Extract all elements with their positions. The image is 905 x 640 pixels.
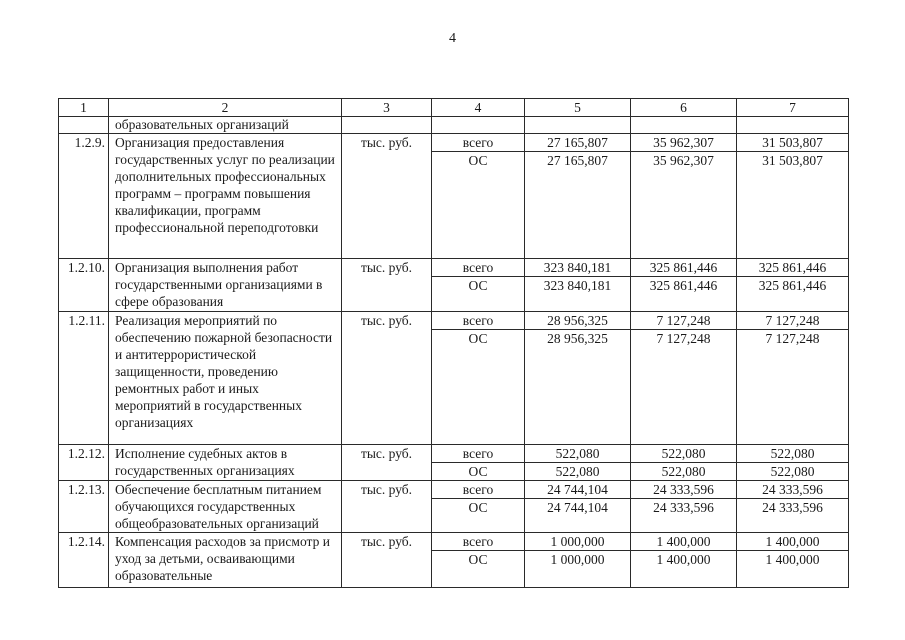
item-kind: ОС bbox=[432, 551, 525, 588]
budget-table bbox=[58, 98, 849, 588]
value-col6: 7 127,248 bbox=[631, 312, 737, 330]
value-col5: 28 956,325 bbox=[525, 312, 631, 330]
item-kind: всего bbox=[432, 134, 525, 152]
item-kind: всего bbox=[432, 445, 525, 463]
item-unit: тыс. руб. bbox=[342, 481, 432, 533]
value-col5: 1 000,000 bbox=[525, 533, 631, 551]
value-col5: 24 744,104 bbox=[525, 481, 631, 499]
header-cell: 5 bbox=[525, 99, 631, 117]
value-cell bbox=[631, 117, 737, 134]
header-row bbox=[59, 99, 849, 117]
value-col6: 522,080 bbox=[631, 463, 737, 481]
header-cell: 1 bbox=[59, 99, 109, 117]
value-col7: 1 400,000 bbox=[737, 551, 849, 588]
value-col7: 325 861,446 bbox=[737, 277, 849, 312]
item-name: Исполнение судебных актов в государственных организациях bbox=[109, 445, 342, 481]
item-name: Организация предоставления государственных услуг по реализации дополнительных профессиональных программ – программ повышения квалификации, программ профессиональной переподготовки bbox=[109, 134, 342, 259]
item-unit: тыс. руб. bbox=[342, 259, 432, 312]
item-kind: всего bbox=[432, 481, 525, 499]
item-kind: ОС bbox=[432, 330, 525, 445]
item-row bbox=[59, 445, 849, 463]
kind-cell bbox=[432, 117, 525, 134]
value-col5: 522,080 bbox=[525, 463, 631, 481]
value-col7: 7 127,248 bbox=[737, 330, 849, 445]
value-col6: 522,080 bbox=[631, 445, 737, 463]
value-col7: 522,080 bbox=[737, 445, 849, 463]
item-kind: ОС bbox=[432, 277, 525, 312]
unit-cell bbox=[342, 117, 432, 134]
value-col7: 24 333,596 bbox=[737, 499, 849, 533]
value-col7: 1 400,000 bbox=[737, 533, 849, 551]
item-kind: всего bbox=[432, 259, 525, 277]
value-col7: 31 503,807 bbox=[737, 152, 849, 259]
value-col7: 24 333,596 bbox=[737, 481, 849, 499]
value-col5: 323 840,181 bbox=[525, 277, 631, 312]
page-number: 4 bbox=[449, 31, 456, 46]
item-kind: ОС bbox=[432, 152, 525, 259]
value-col5: 522,080 bbox=[525, 445, 631, 463]
value-col5: 28 956,325 bbox=[525, 330, 631, 445]
value-col7: 31 503,807 bbox=[737, 134, 849, 152]
value-col5: 323 840,181 bbox=[525, 259, 631, 277]
continuation-text: образовательных организаций bbox=[109, 117, 342, 134]
item-number: 1.2.12. bbox=[59, 445, 109, 481]
value-col5: 27 165,807 bbox=[525, 134, 631, 152]
item-unit: тыс. руб. bbox=[342, 533, 432, 588]
value-col5: 24 744,104 bbox=[525, 499, 631, 533]
value-col6: 7 127,248 bbox=[631, 330, 737, 445]
item-row bbox=[59, 533, 849, 551]
num-cell bbox=[59, 117, 109, 134]
value-col7: 7 127,248 bbox=[737, 312, 849, 330]
header-cell: 7 bbox=[737, 99, 849, 117]
item-kind: всего bbox=[432, 312, 525, 330]
value-col6: 1 400,000 bbox=[631, 551, 737, 588]
item-row bbox=[59, 312, 849, 330]
value-cell bbox=[737, 117, 849, 134]
value-col5: 1 000,000 bbox=[525, 551, 631, 588]
item-name: Компенсация расходов за присмотр и уход за детьми, осваивающими образовательные bbox=[109, 533, 342, 588]
value-col6: 24 333,596 bbox=[631, 481, 737, 499]
item-name: Обеспечение бесплатным питанием обучающихся государственных общеобразовательных организаций bbox=[109, 481, 342, 533]
header-cell: 4 bbox=[432, 99, 525, 117]
item-number: 1.2.13. bbox=[59, 481, 109, 533]
item-kind: всего bbox=[432, 533, 525, 551]
item-number: 1.2.9. bbox=[59, 134, 109, 259]
value-col6: 325 861,446 bbox=[631, 277, 737, 312]
value-col6: 35 962,307 bbox=[631, 134, 737, 152]
item-name: Реализация мероприятий по обеспечению пожарной безопасности и антитеррористической защищенности, проведению ремонтных работ и иных мероприятий в государственных организациях bbox=[109, 312, 342, 445]
item-number: 1.2.11. bbox=[59, 312, 109, 445]
item-kind: ОС bbox=[432, 463, 525, 481]
header-cell: 6 bbox=[631, 99, 737, 117]
value-cell bbox=[525, 117, 631, 134]
value-col7: 522,080 bbox=[737, 463, 849, 481]
value-col6: 325 861,446 bbox=[631, 259, 737, 277]
value-col6: 1 400,000 bbox=[631, 533, 737, 551]
item-kind: ОС bbox=[432, 499, 525, 533]
value-col7: 325 861,446 bbox=[737, 259, 849, 277]
item-number: 1.2.10. bbox=[59, 259, 109, 312]
header-cell: 2 bbox=[109, 99, 342, 117]
value-col6: 35 962,307 bbox=[631, 152, 737, 259]
continuation-row bbox=[59, 117, 849, 134]
item-row bbox=[59, 134, 849, 152]
item-name: Организация выполнения работ государственными организациями в сфере образования bbox=[109, 259, 342, 312]
item-unit: тыс. руб. bbox=[342, 445, 432, 481]
value-col6: 24 333,596 bbox=[631, 499, 737, 533]
item-unit: тыс. руб. bbox=[342, 312, 432, 445]
item-unit: тыс. руб. bbox=[342, 134, 432, 259]
item-row bbox=[59, 481, 849, 499]
item-row bbox=[59, 259, 849, 277]
header-cell: 3 bbox=[342, 99, 432, 117]
item-number: 1.2.14. bbox=[59, 533, 109, 588]
value-col5: 27 165,807 bbox=[525, 152, 631, 259]
